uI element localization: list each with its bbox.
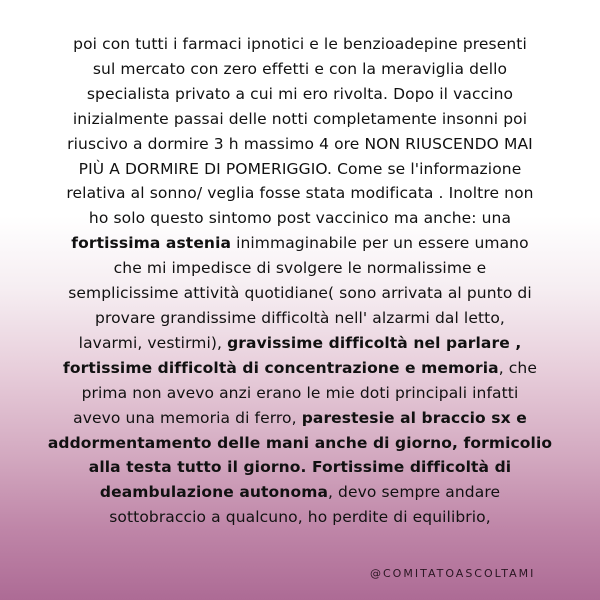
text-segment: relativa al sonno/ veglia fosse stata modificata . Inoltre non: [66, 184, 534, 203]
text-line: [22, 157, 578, 182]
text-segment: lavarmi, vestirmi),: [78, 333, 228, 352]
text-segment: inimmaginabile per un essere umano: [231, 234, 529, 253]
text-segment: poi con tutti i farmaci ipnotici e le benzioadepine presenti: [73, 35, 527, 53]
bold-text-segment: alla testa tutto il giorno. Fortissime difficoltà di: [88, 458, 512, 477]
text-segment: provare grandissime difficoltà nell' alzarmi dal letto,: [95, 308, 505, 327]
text-line: [22, 306, 578, 331]
bold-text-segment: fortissima astenia: [71, 234, 232, 253]
text-line: [22, 331, 578, 356]
text-line: [22, 206, 578, 231]
text-segment: specialista privato a cui mi ero rivolta. Dopo il vaccino: [86, 84, 514, 103]
text-line: [22, 256, 578, 281]
text-segment: inizialmente passai delle notti completamente insonni poi: [72, 109, 528, 128]
text-line: [22, 406, 578, 431]
text-segment: riuscivo a dormire 3 h massimo 4 ore NON RIUSCENDO MAI: [67, 134, 533, 153]
text-line: [22, 281, 578, 306]
text-line: [22, 107, 578, 132]
bold-text-segment: addormentamento delle mani anche di giorno, formicolio: [47, 433, 553, 452]
text-line: [22, 32, 578, 57]
text-segment: avevo una memoria di ferro,: [73, 408, 302, 427]
bold-text-segment: parestesie al braccio sx e: [301, 408, 527, 427]
text-segment: PIÙ A DORMIRE DI POMERIGGIO. Come se l'informazione: [78, 159, 522, 178]
text-segment: che mi impedisce di svolgere le normalissime e: [113, 259, 487, 278]
text-line: [22, 455, 578, 480]
text-line: [22, 57, 578, 82]
text-line: [22, 82, 578, 107]
bold-text-segment: gravissime difficoltà nel parlare ,: [227, 333, 522, 352]
bold-text-segment: deambulazione autonoma: [99, 483, 328, 502]
text-segment: sottobraccio a qualcuno, ho perdite di equilibrio,: [109, 508, 491, 527]
text-segment: , devo sempre andare: [328, 483, 501, 502]
text-line: [22, 505, 578, 530]
text-segment: sul mercato con zero effetti e con la meraviglia dello: [92, 59, 508, 78]
text-line: [22, 132, 578, 157]
text-line: [22, 181, 578, 206]
bold-text-segment: fortissime difficoltà di concentrazione e memoria: [63, 358, 499, 377]
text-segment: prima non avevo anzi erano le mie doti principali infatti: [81, 383, 519, 402]
text-line: [22, 480, 578, 505]
account-handle: @COMITATOASCOLTAMI: [370, 567, 536, 580]
post-body-text: [22, 32, 578, 530]
text-line: [22, 431, 578, 456]
text-line: [22, 231, 578, 256]
text-line: [22, 381, 578, 406]
text-line: [22, 356, 578, 381]
text-segment: , che: [498, 358, 537, 377]
text-segment: ho solo questo sintomo post vaccinico ma anche: una: [88, 209, 512, 228]
text-segment: semplicissime attività quotidiane( sono arrivata al punto di: [68, 284, 532, 303]
